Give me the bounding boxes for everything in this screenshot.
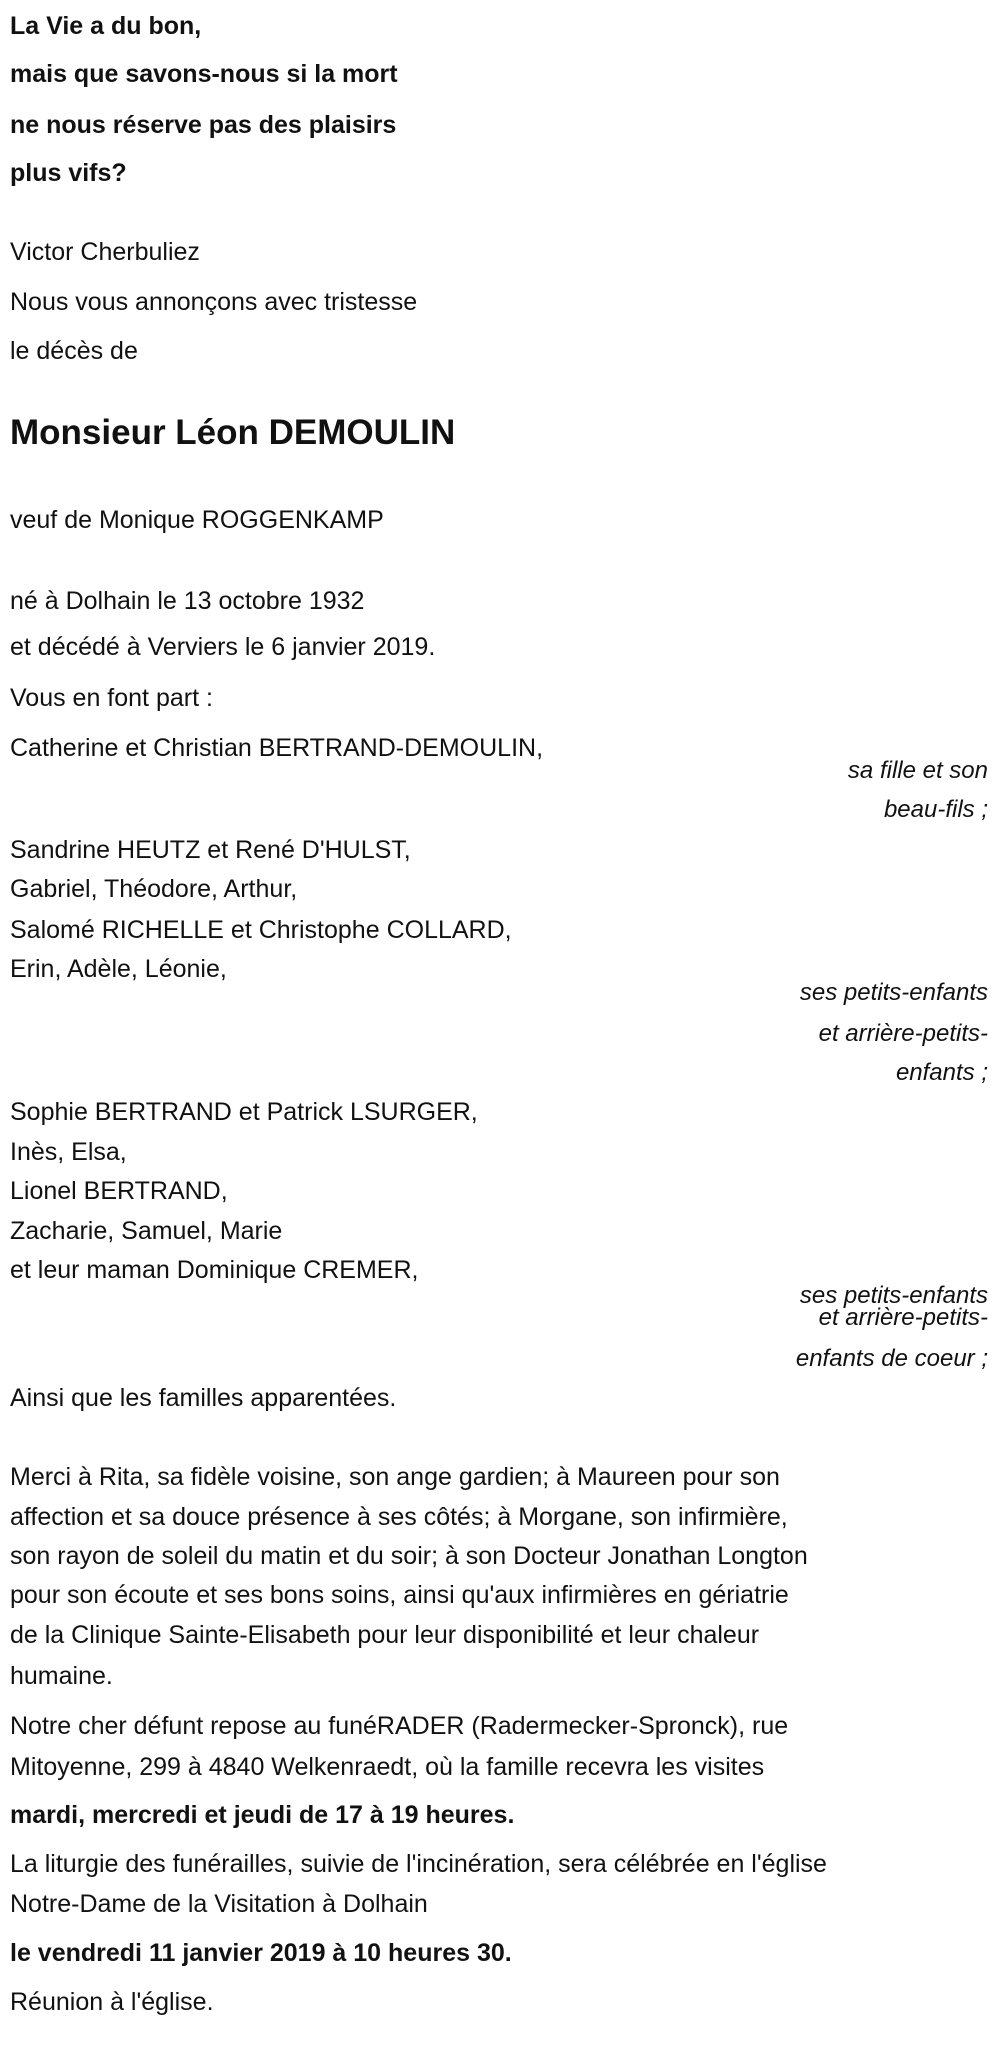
quote-line: ne nous réserve pas des plaisirs bbox=[10, 111, 397, 139]
intro-line: Nous vous annonçons avec tristesse bbox=[10, 288, 418, 316]
funeral-line: Notre-Dame de la Visitation à Dolhain bbox=[10, 1890, 428, 1918]
announcers-intro: Vous en font part : bbox=[10, 684, 213, 712]
thanks-line: pour son écoute et ses bons soins, ainsi qu'aux infirmières en gériatrie bbox=[10, 1581, 789, 1609]
family-relation: et arrière-petits- bbox=[818, 1020, 988, 1047]
family-relation: ses petits-enfants bbox=[799, 979, 988, 1006]
family-names: Sophie BERTRAND et Patrick LSURGER, bbox=[10, 1098, 478, 1126]
funeral-time: le vendredi 11 janvier 2019 à 10 heures 30. bbox=[10, 1939, 512, 1967]
family-names: Salomé RICHELLE et Christophe COLLARD, bbox=[10, 916, 512, 944]
family-relation: beau-fils ; bbox=[883, 796, 988, 823]
intro-line: le décès de bbox=[10, 337, 138, 365]
family-names: Gabriel, Théodore, Arthur, bbox=[10, 875, 298, 903]
quote-line: La Vie a du bon, bbox=[10, 12, 202, 40]
thanks-line: de la Clinique Sainte-Elisabeth pour leur disponibilité et leur chaleur bbox=[10, 1621, 760, 1649]
family-relation: et arrière-petits- bbox=[818, 1304, 988, 1331]
thanks-line: son rayon de soleil du matin et du soir; à son Docteur Jonathan Longton bbox=[10, 1542, 808, 1570]
viewing-line: Mitoyenne, 299 à 4840 Welkenraedt, où la famille recevra les visites bbox=[10, 1753, 765, 1781]
thanks-line: humaine. bbox=[10, 1662, 113, 1690]
quote-author: Victor Cherbuliez bbox=[10, 238, 200, 266]
family-names: Lionel BERTRAND, bbox=[10, 1177, 228, 1205]
family-names: Zacharie, Samuel, Marie bbox=[10, 1217, 283, 1245]
death-info: et décédé à Verviers le 6 janvier 2019. bbox=[10, 633, 436, 661]
thanks-line: Merci à Rita, sa fidèle voisine, son ange gardien; à Maureen pour son bbox=[10, 1463, 780, 1491]
family-names: Catherine et Christian BERTRAND-DEMOULIN, bbox=[10, 734, 544, 762]
quote-line: mais que savons-nous si la mort bbox=[10, 60, 398, 88]
funeral-line: La liturgie des funérailles, suivie de l'incinération, sera célébrée en l'église bbox=[10, 1850, 827, 1878]
family-names: et leur maman Dominique CREMER, bbox=[10, 1256, 419, 1284]
family-relation: sa fille et son bbox=[847, 757, 988, 784]
thanks-line: affection et sa douce présence à ses côtés; à Morgane, son infirmière, bbox=[10, 1503, 788, 1531]
birth-info: né à Dolhain le 13 octobre 1932 bbox=[10, 587, 365, 615]
family-names: Inès, Elsa, bbox=[10, 1138, 127, 1166]
family-relation: ses petits-enfants bbox=[799, 1282, 988, 1309]
family-names: Sandrine HEUTZ et René D'HULST, bbox=[10, 836, 411, 864]
viewing-times: mardi, mercredi et jeudi de 17 à 19 heures. bbox=[10, 1801, 515, 1829]
meeting-info: Réunion à l'église. bbox=[10, 1988, 214, 2016]
relatives: Ainsi que les familles apparentées. bbox=[10, 1384, 397, 1412]
deceased-name: Monsieur Léon DEMOULIN bbox=[10, 413, 456, 452]
quote-line: plus vifs? bbox=[10, 159, 127, 187]
widower-of: veuf de Monique ROGGENKAMP bbox=[10, 506, 384, 534]
family-relation: enfants ; bbox=[895, 1059, 988, 1086]
viewing-line: Notre cher défunt repose au funéRADER (Radermecker-Spronck), rue bbox=[10, 1712, 789, 1740]
family-names: Erin, Adèle, Léonie, bbox=[10, 955, 227, 983]
family-relation: enfants de coeur ; bbox=[795, 1345, 988, 1372]
